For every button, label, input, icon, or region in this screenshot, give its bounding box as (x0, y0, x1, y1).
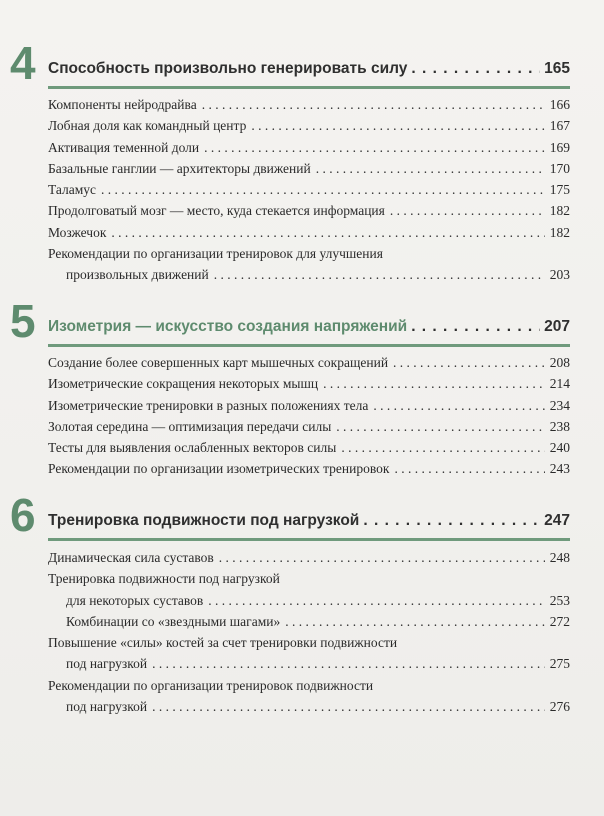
toc-entry-continuation[interactable]: для некоторых суставов . . . 253 (48, 590, 570, 611)
toc-entry-first-line[interactable]: Рекомендации по организации тренировок для улучшения (48, 246, 383, 262)
toc-entry-continuation[interactable]: под нагрузкой . . . 275 (48, 653, 570, 674)
toc-entry-first-line[interactable]: Повышение «силы» костей за счет тренировки подвижности (48, 635, 398, 651)
chapter-rule (48, 86, 570, 89)
toc-entry[interactable]: Комбинации со «звездными шагами» . . . 272 (48, 611, 570, 632)
chapter-title-line[interactable] (48, 512, 570, 530)
chapter-title-line[interactable] (48, 60, 570, 78)
chapter-title: Тренировка подвижности под нагрузкой (48, 512, 360, 529)
toc-entry[interactable]: Таламус . . . 175 (48, 179, 570, 200)
toc-entry[interactable]: Динамическая сила суставов . . . 248 (48, 547, 570, 568)
chapter-rule (48, 344, 570, 347)
toc-entry[interactable]: Базальные ганглии — архитекторы движений . . . 170 (48, 158, 570, 179)
toc-entry[interactable]: Рекомендации по организации изометрических тренировок . . . 243 (48, 458, 570, 479)
chapter-5-entries (48, 352, 570, 480)
toc-entry[interactable]: Изометрические тренировки в разных положениях тела . . . 234 (48, 395, 570, 416)
chapter-4-heading (10, 38, 570, 88)
toc-entry-continuation[interactable]: произвольных движений . . . 203 (48, 264, 570, 285)
chapter-title: Изометрия — искусство создания напряжений (48, 318, 408, 335)
toc-entry-first-line[interactable]: Тренировка подвижности под нагрузкой (48, 571, 280, 587)
chapter-page: 207 (544, 318, 570, 335)
chapter-page: 247 (544, 512, 570, 529)
leader-dots (411, 318, 540, 336)
toc-entry[interactable]: Лобная доля как командный центр . . . 167 (48, 115, 570, 136)
chapter-rule (48, 538, 570, 541)
toc-entry-continuation[interactable]: под нагрузкой . . . 276 (48, 696, 570, 717)
chapter-6-entries (48, 547, 570, 717)
toc-entry[interactable]: Золотая середина — оптимизация передачи силы . . . 238 (48, 416, 570, 437)
leader-dots (363, 512, 540, 530)
chapter-title-line[interactable] (48, 318, 570, 336)
toc-entry[interactable]: Создание более совершенных карт мышечных сокращений . . . 208 (48, 352, 570, 373)
chapter-title: Способность произвольно генерировать силу (48, 60, 408, 77)
toc-entry[interactable]: Тесты для выявления ослабленных векторов силы . . . 240 (48, 437, 570, 458)
toc-entry[interactable]: Мозжечок . . . 182 (48, 222, 570, 243)
toc-entry[interactable]: Продолговатый мозг — место, куда стекается информация . . . 182 (48, 200, 570, 221)
chapter-5-heading (10, 296, 570, 346)
chapter-number: 5 (10, 295, 36, 347)
leader-dots (411, 60, 540, 78)
chapter-6-heading (10, 490, 570, 540)
chapter-number: 6 (10, 489, 36, 541)
chapter-page: 165 (544, 60, 570, 77)
chapter-4-entries (48, 94, 570, 286)
toc-entry[interactable]: Изометрические сокращения некоторых мышц . . . 214 (48, 373, 570, 394)
toc-entry[interactable]: Компоненты нейродрайва . . . 166 (48, 94, 570, 115)
toc-entry-first-line[interactable]: Рекомендации по организации тренировок подвижности (48, 677, 374, 693)
chapter-number: 4 (10, 37, 36, 89)
toc-entry[interactable]: Активация теменной доли . . . 169 (48, 137, 570, 158)
